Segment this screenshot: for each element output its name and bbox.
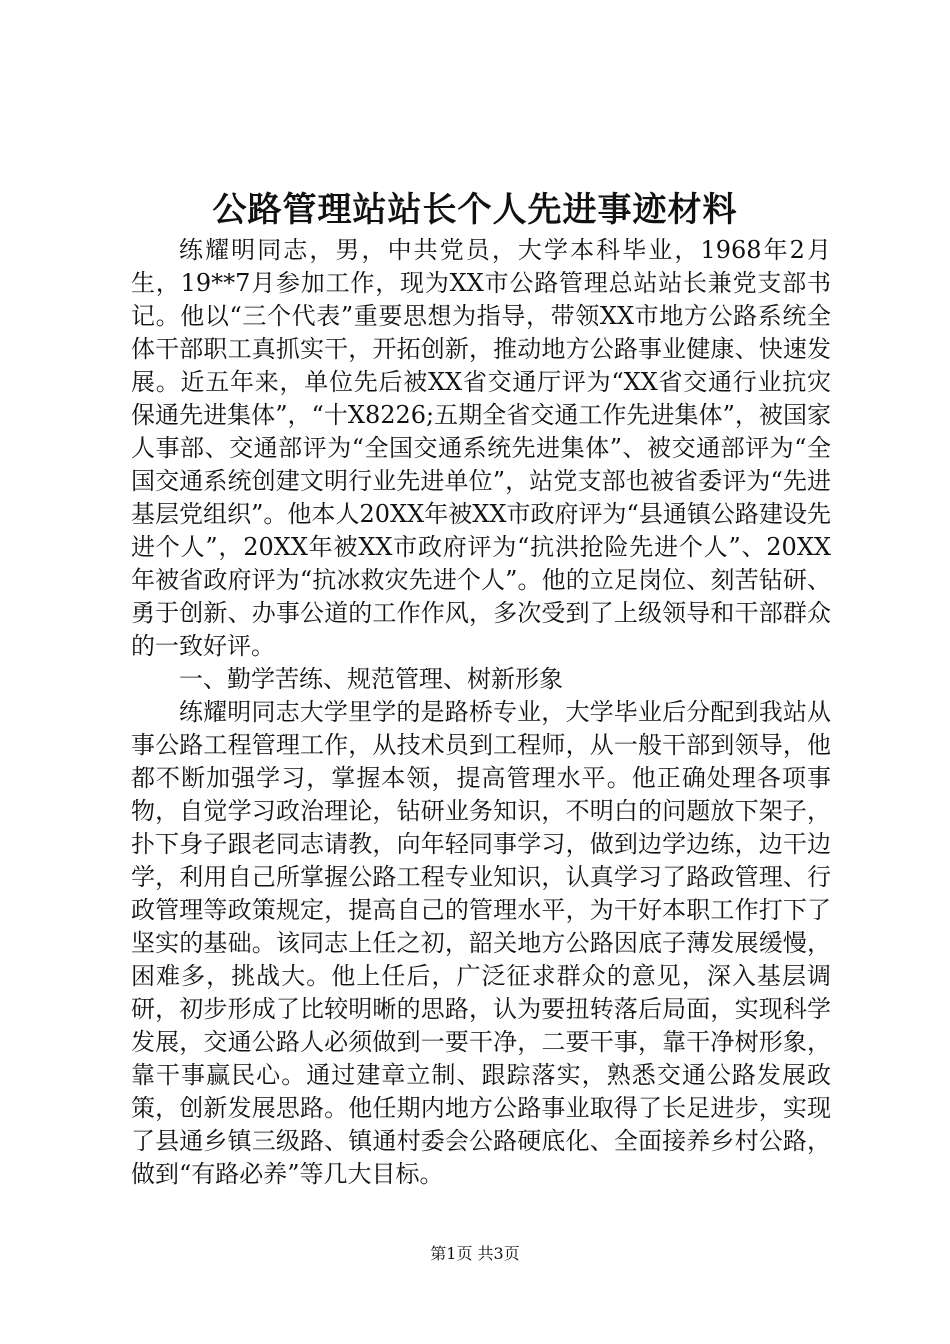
page-number: 第1页 共3页 bbox=[430, 1244, 520, 1263]
document-body bbox=[131, 234, 831, 1191]
paragraph-intro: 练耀明同志，男，中共党员，大学本科毕业，1968年2月生，19**7月参加工作，现为XX市公路管理总站站长兼党支部书记。他以“三个代表”重要思想为指导，带领XX市地方公路系统全体干部职工真抓实干，开拓创新，推动地方公路事业健康、快速发展。近五年来，单位先后被XX省交通厅评为“XX省交通行业抗灾保通先进集体”，“十X8226;五期全省交通工作先进集体”，被国家人事部、交通部评为“全国交通系统先进集体”、被交通部评为“全国交通系统创建文明行业先进单位”，站党支部也被省委评为“先进基层党组织”。他本人20XX年被XX市政府评为“县通镇公路建设先进个人”，20XX年被XX市政府评为“抗洪抢险先进个人”、20XX年被省政府评为“抗冰救灾先进个人”。他的立足岗位、刻苦钻研、勇于创新、办事公道的工作作风，多次受到了上级领导和干部群众的一致好评。 bbox=[131, 236, 831, 660]
document-title: 公路管理站站长个人先进事迹材料 bbox=[212, 190, 738, 230]
paragraph-section-one: 练耀明同志大学里学的是路桥专业，大学毕业后分配到我站从事公路工程管理工作，从技术员到工程师，从一般干部到领导，他都不断加强学习，掌握本领，提高管理水平。他正确处理各项事物，自觉学习政治理论，钻研业务知识，不明白的问题放下架子，扑下身子跟老同志请教，向年轻同事学习，做到边学边练，边干边学，利用自己所掌握公路工程专业知识，认真学习了路政管理、行政管理等政策规定，提高自己的管理水平，为干好本职工作打下了坚实的基础。该同志上任之初，韶关地方公路因底子薄发展缓慢，困难多，挑战大。他上任后，广泛征求群众的意见，深入基层调研，初步形成了比较明晰的思路，认为要扭转落后局面，实现科学发展，交通公路人必须做到一要干净，二要干事，靠干净树形象，靠干事赢民心。通过建章立制、跟踪落实，熟悉交通公路发展政策，创新发展思路。他任期内地方公路事业取得了长足进步，实现了县通乡镇三级路、镇通村委会公路硬底化、全面接养乡村公路，做到“有路必养”等几大目标。 bbox=[131, 698, 831, 1188]
section-heading: 一、勤学苦练、规范管理、树新形象 bbox=[179, 665, 563, 693]
page-footer bbox=[0, 1244, 950, 1264]
